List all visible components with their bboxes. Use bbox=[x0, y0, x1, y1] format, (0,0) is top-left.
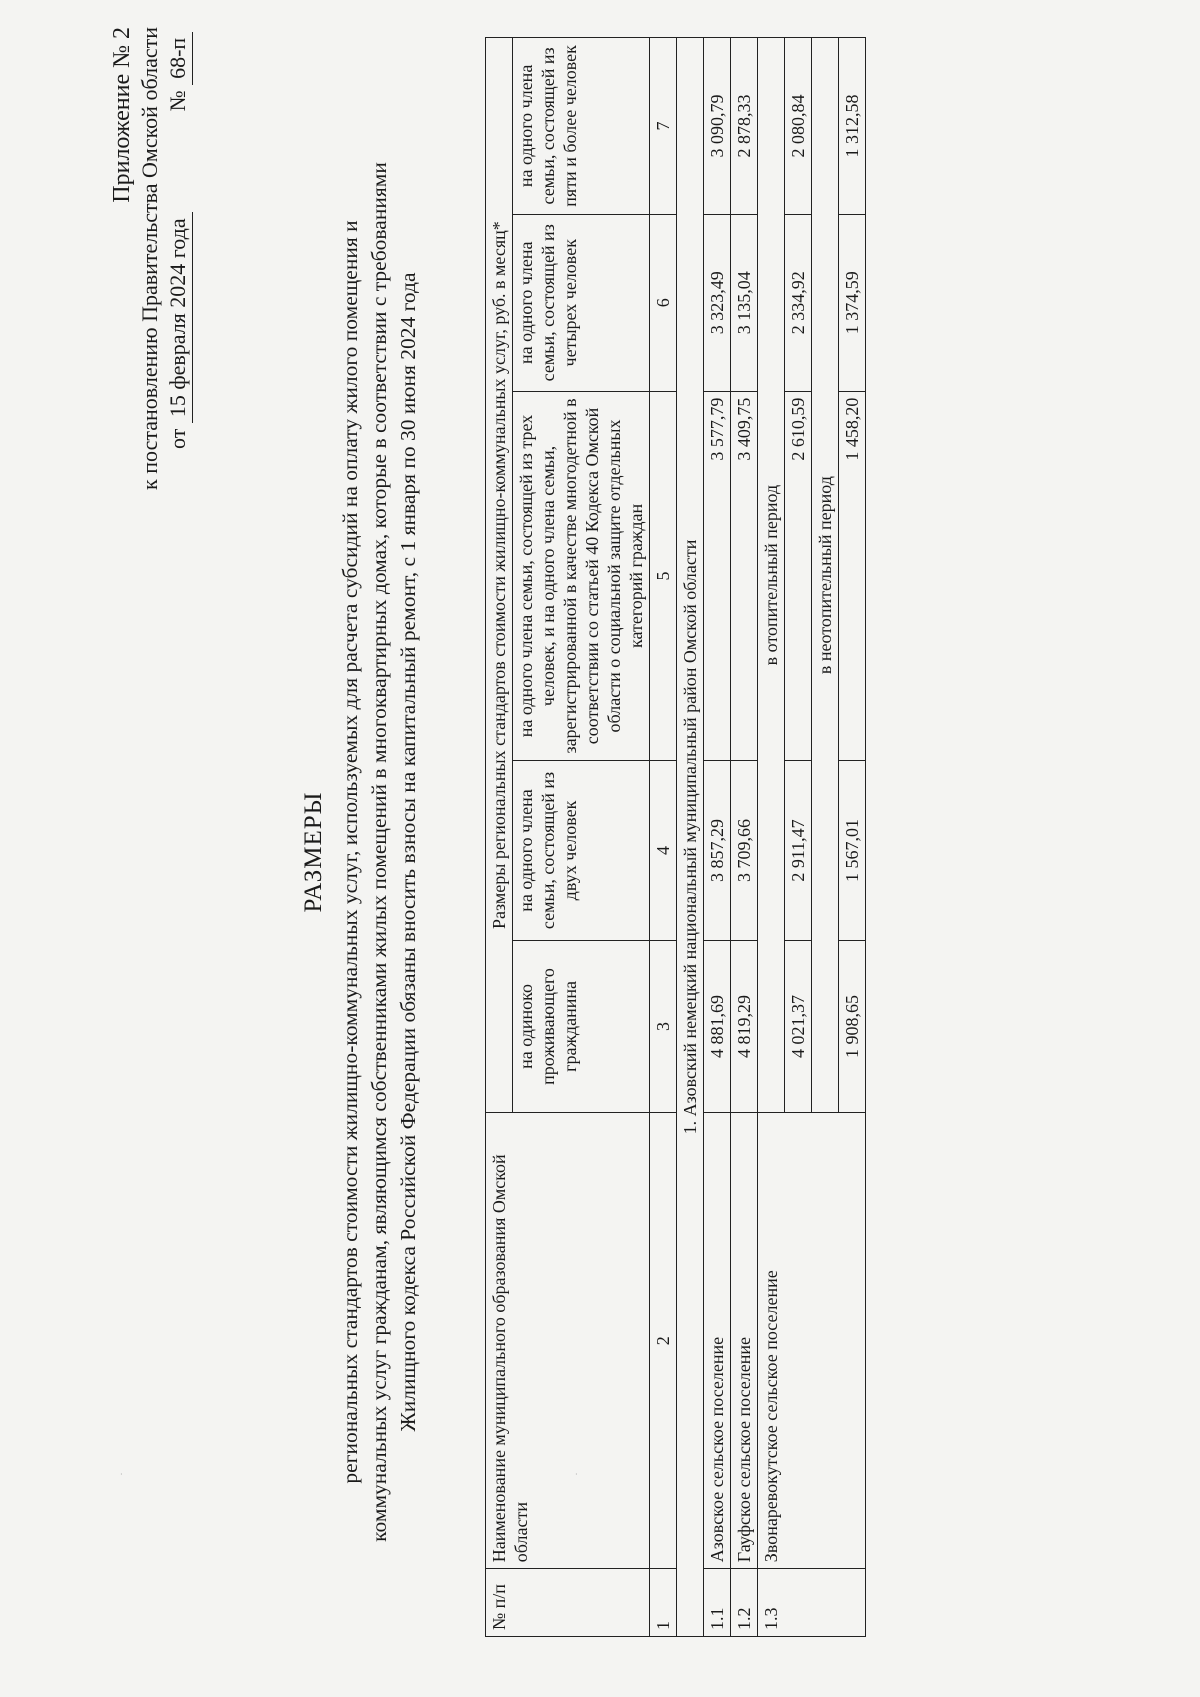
col-name-header: Наименование муниципального образования Омской области bbox=[486, 1113, 650, 1569]
value-cell: 1 908,65 bbox=[839, 940, 866, 1112]
annex-date: 15 февраля 2024 года bbox=[164, 212, 193, 423]
index-cell: 5 bbox=[650, 391, 677, 761]
nonheating-period-label: в неотопительный период bbox=[812, 38, 839, 1113]
row-no: 1.3 bbox=[758, 1569, 866, 1637]
header-row bbox=[486, 38, 513, 1637]
row-no: 1.1 bbox=[704, 1569, 731, 1637]
col-two-header: на одного члена семьи, состоящей из двух человек bbox=[513, 761, 650, 940]
value-cell: 2 610,59 bbox=[785, 391, 812, 761]
index-row bbox=[650, 38, 677, 1637]
value-cell: 3 857,29 bbox=[704, 761, 731, 940]
index-cell: 4 bbox=[650, 761, 677, 940]
value-cell: 3 135,04 bbox=[731, 214, 758, 391]
value-cell: 3 577,79 bbox=[704, 391, 731, 761]
col-three-header: на одного члена семьи, состоящей из трех человек, и на одного члена семьи, зарегистрированной в качестве многодетной в соответствии со статьей 40 Кодекса Омской области о социальной защите отдельных категорий граждан bbox=[513, 391, 650, 761]
col-single-header: на одиноко проживающего гражданина bbox=[513, 940, 650, 1112]
value-cell: 4 881,69 bbox=[704, 940, 731, 1112]
number-label: № bbox=[165, 90, 190, 112]
document-heading bbox=[300, 157, 423, 1547]
row-name: Азовское сельское поселение bbox=[704, 1113, 731, 1569]
document-title: РАЗМЕРЫ bbox=[300, 791, 327, 913]
scan-speck: · bbox=[120, 1470, 123, 1479]
scan-speck: · bbox=[575, 1470, 578, 1479]
table-row bbox=[704, 38, 731, 1637]
annex-title: Приложение № 2 bbox=[109, 27, 135, 203]
index-cell: 3 bbox=[650, 940, 677, 1112]
index-cell: 1 bbox=[650, 1569, 677, 1637]
standards-table bbox=[485, 37, 866, 1637]
index-cell: 7 bbox=[650, 38, 677, 215]
value-cell: 3 709,66 bbox=[731, 761, 758, 940]
document-subtitle: региональных стандартов стоимости жилищно-коммунальных услуг, используемых для расчета субсидий на оплату жилого помещения и коммунальных услуг гражданам, являющимся собственниками жилых помещений в многоквартирных домах, которые в соответствии с требованиями Жилищного кодекса Российской Федерации обязаны вносить взносы на капитальный ремонт, с 1 января по 30 июня 2024 года bbox=[338, 162, 420, 1542]
value-cell: 1 374,59 bbox=[839, 214, 866, 391]
annex-date-line bbox=[164, 27, 193, 497]
section-row bbox=[677, 38, 704, 1637]
value-cell: 2 080,84 bbox=[785, 38, 812, 215]
value-cell: 2 334,92 bbox=[785, 214, 812, 391]
col-four-header: на одного члена семьи, состоящей из четырех человек bbox=[513, 214, 650, 391]
value-cell: 1 567,01 bbox=[839, 761, 866, 940]
table-row bbox=[731, 38, 758, 1637]
col-no-header: № п/п bbox=[486, 1569, 650, 1637]
value-cell: 3 323,49 bbox=[704, 214, 731, 391]
row-name: Звонаревокутское сельское поселение bbox=[758, 1113, 866, 1569]
table-row bbox=[758, 38, 785, 1637]
from-label: от bbox=[165, 428, 190, 449]
annex-block bbox=[108, 27, 193, 497]
row-no: 1.2 bbox=[731, 1569, 758, 1637]
index-cell: 2 bbox=[650, 1113, 677, 1569]
heating-period-label: в отопительный период bbox=[758, 38, 785, 1113]
value-cell: 3 409,75 bbox=[731, 391, 758, 761]
group-header: Размеры региональных стандартов стоимости жилищно-коммунальных услуг, руб. в месяц* bbox=[486, 38, 513, 1113]
section-title: 1. Азовский немецкий национальный муниципальный район Омской области bbox=[677, 38, 704, 1637]
value-cell: 4 819,29 bbox=[731, 940, 758, 1112]
value-cell: 4 021,37 bbox=[785, 940, 812, 1112]
value-cell: 3 090,79 bbox=[704, 38, 731, 215]
value-cell: 1 312,58 bbox=[839, 38, 866, 215]
annex-line: к постановлению Правительства Омской области bbox=[137, 27, 162, 490]
value-cell: 2 878,33 bbox=[731, 38, 758, 215]
value-cell: 2 911,47 bbox=[785, 761, 812, 940]
value-cell: 1 458,20 bbox=[839, 391, 866, 761]
col-five-header: на одного члена семьи, состоящей из пяти и более человек bbox=[513, 38, 650, 215]
index-cell: 6 bbox=[650, 214, 677, 391]
row-name: Гауфское сельское поселение bbox=[731, 1113, 758, 1569]
annex-number: 68-п bbox=[164, 32, 193, 85]
